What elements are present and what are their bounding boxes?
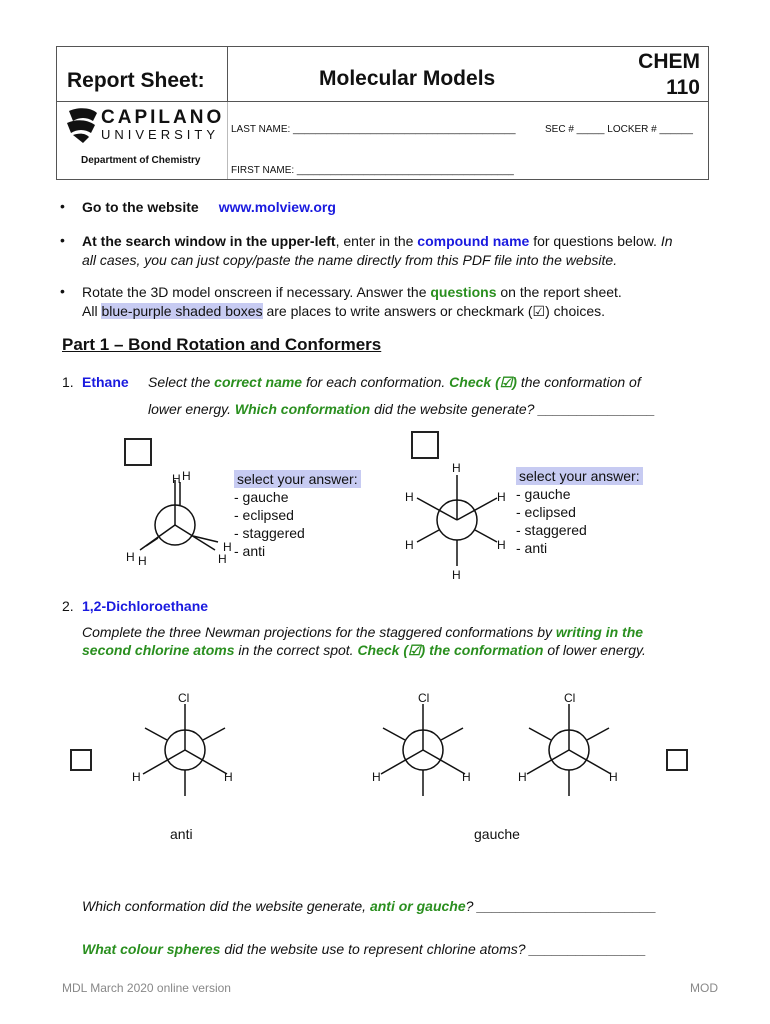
atom-h: H [372,770,381,784]
sec-locker-field[interactable]: SEC # _____ LOCKER # ______ [545,124,693,135]
dcle-newman-3 [509,700,629,810]
ethane-left-answer-box[interactable]: select your answer: - gauche - eclipsed - staggered - anti [234,470,361,560]
ethane-right-checkbox[interactable] [411,431,439,459]
atom-h: H [126,550,135,564]
dcle-newman-1 [125,700,245,810]
q2-number: 2. [62,598,74,614]
first-name-field[interactable]: FIRST NAME: _______________________________________ [231,165,514,176]
bullet-website: Go to the website www.molview.org [82,199,336,215]
label-anti: anti [170,826,193,842]
bullet-dot: • [60,283,65,299]
capilano-logo-icon [65,107,99,143]
logo-text-capilano: CAPILANO [101,107,225,128]
q2-compound: 1,2-Dichloroethane [82,598,209,614]
q1-text-line1: Select the correct name for each conformation. Check (☑) the conformation of [148,374,641,390]
bullet-dot: • [60,232,65,248]
q1-compound: Ethane [82,374,129,390]
ethane-right-answer-box[interactable]: select your answer: - gauche - eclipsed - staggered - anti [516,467,643,557]
atom-h: H [405,490,414,504]
report-sheet-title: Report Sheet: [67,69,205,92]
atom-h: H [405,538,414,552]
last-name-field[interactable]: LAST NAME: ________________________________________ [231,124,516,135]
atom-h: H [462,770,471,784]
q4-text: What colour spheres did the website use to represent chlorine atoms? _______________ [82,941,647,957]
atom-cl: Cl [564,691,576,705]
website-link[interactable]: www.molview.org [218,199,336,215]
atom-h: H [497,490,506,504]
logo-text-university: UNIVERSITY [101,127,220,142]
q1-number: 1. [62,374,74,390]
bullet-search: At the search window in the upper-left, enter in the compound name for questions below. In all cases, you can just copy/paste the name directly from this PDF file into the website. [82,233,673,268]
dcle-right-checkbox[interactable] [666,749,688,771]
bullet-dot: • [60,198,65,214]
q2-text: Complete the three Newman projections for the staggered conformations by writing in the second chlorine atoms in the correct spot. Check (☑) the conformation of lower energy. [82,624,646,658]
q3-text: Which conformation did the website generate, anti or gauche? _______________________ [82,898,657,914]
bullet-rotate: Rotate the 3D model onscreen if necessary. Answer the questions on the report sheet. All blue-purple shaded boxes are places to write answers or checkmark (☑) choices. [82,284,622,319]
atom-cl: Cl [178,691,190,705]
atom-h: H [518,770,527,784]
footer-right: MOD [690,981,718,995]
atom-cl: Cl [418,691,430,705]
atom-h: H [224,770,233,784]
atom-h: H [138,554,147,568]
atom-h: H [452,568,461,582]
atom-h: H [609,770,618,784]
atom-h: H [132,770,141,784]
atom-h: H [218,552,227,566]
ethane-staggered-newman [395,470,515,580]
atom-h: H [452,461,461,475]
dcle-newman-2 [363,700,483,810]
department-label: Department of Chemistry [81,155,201,166]
page-title: Molecular Models [319,67,496,90]
footer-left: MDL March 2020 online version [62,981,231,995]
dcle-left-checkbox[interactable] [70,749,92,771]
atom-h: H [182,469,191,483]
part1-heading: Part 1 – Bond Rotation and Conformers [62,335,382,354]
atom-h: H [497,538,506,552]
q1-text-line2: lower energy. Which conformation did the website generate? _______________ [148,401,656,417]
atom-h: H [172,472,181,486]
label-gauche: gauche [474,826,520,842]
atom-h: H [223,540,232,554]
header-box [56,46,709,180]
course-code: CHEM 110 [638,50,700,99]
